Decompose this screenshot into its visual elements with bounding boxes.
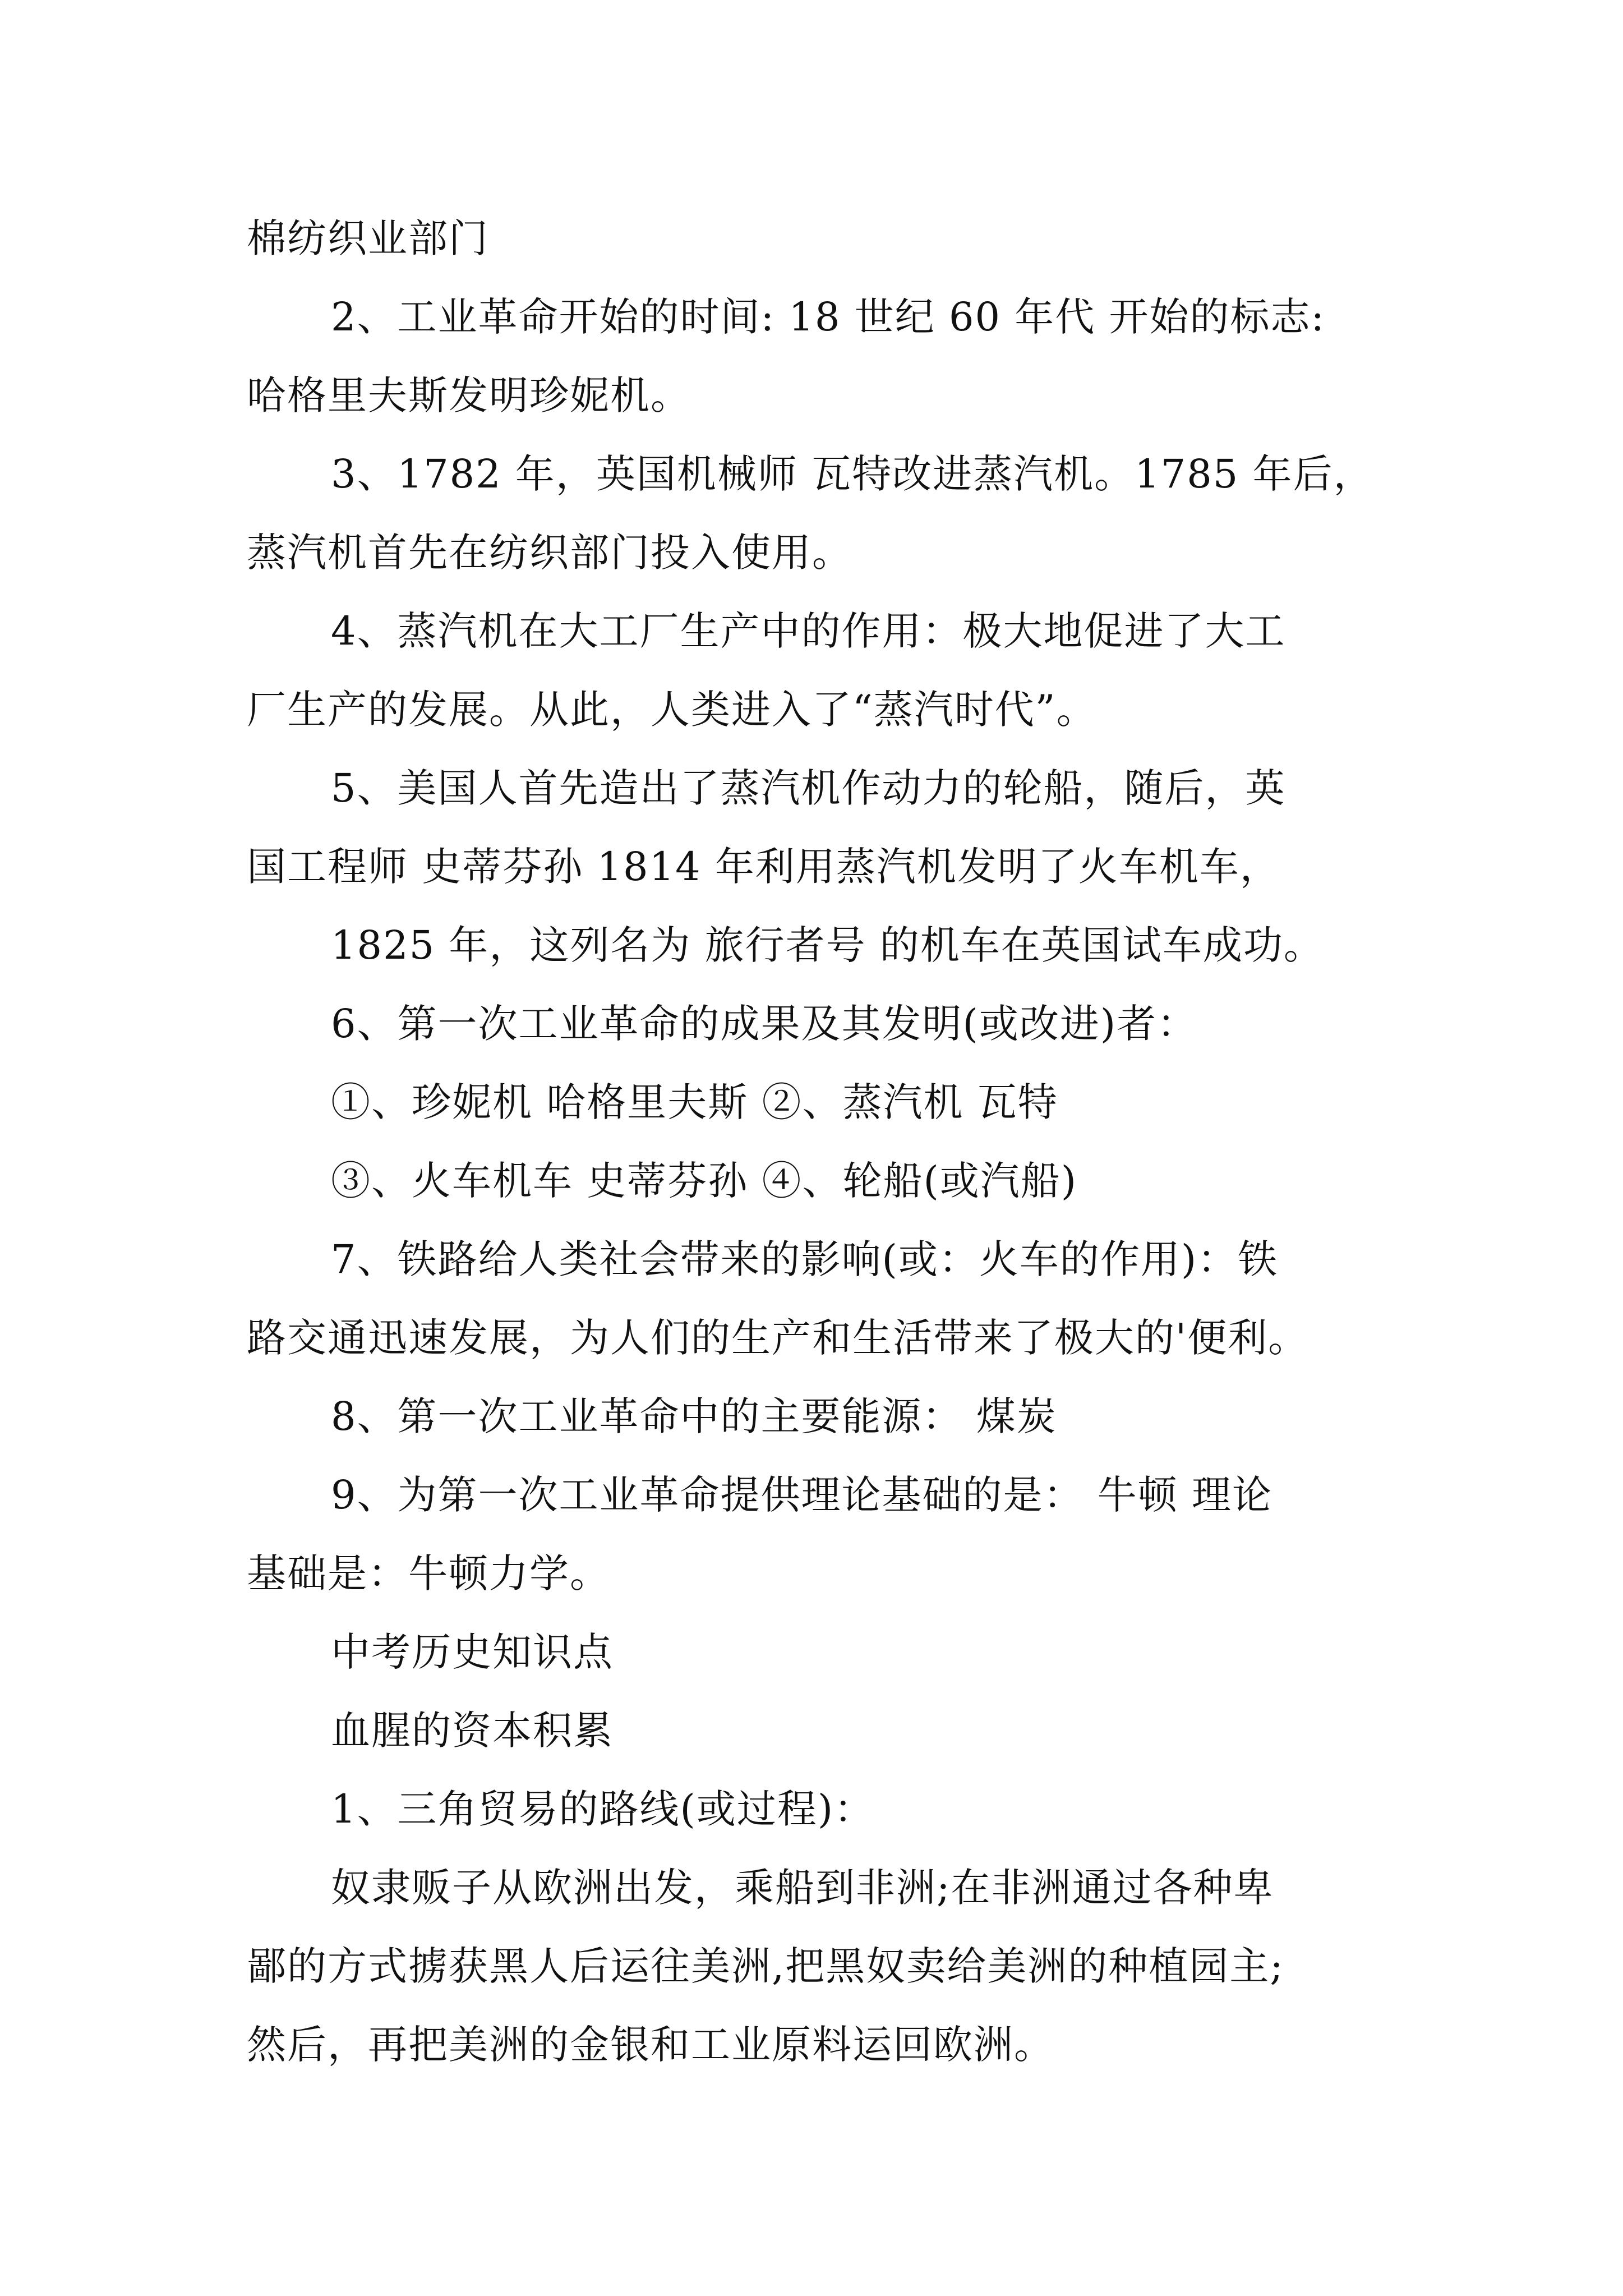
text-line: 6、第一次工业革命的成果及其发明(或改进)者：	[331, 1001, 1198, 1047]
text-line: 国工程师 史蒂芬孙 1814 年利用蒸汽机发明了火车机车，	[247, 844, 1280, 890]
text-line: 7、铁路给人类社会带来的影响(或：火车的作用)：铁	[331, 1236, 1279, 1282]
text-line: 1、三角贸易的路线(或过程)：	[331, 1786, 875, 1832]
text-line: 然后，再把美洲的金银和工业原料运回欧洲。	[247, 2022, 1054, 2068]
text-line: 3、1782 年，英国机械师 瓦特改进蒸汽机。1785 年后，	[331, 451, 1374, 497]
section-heading: 中考历史知识点	[331, 1629, 614, 1675]
text-line: 基础是：牛顿力学。	[247, 1550, 610, 1596]
text-line: 4、蒸汽机在大工厂生产中的作用：极大地促进了大工	[331, 608, 1286, 654]
text-line: 鄙的方式掳获黑人后运往美洲,把黑奴卖给美洲的种植园主;	[247, 1943, 1284, 1989]
text-line: 2、工业革命开始的时间: 18 世纪 60 年代 开始的标志:	[331, 294, 1326, 340]
text-line: 9、为第一次工业革命提供理论基础的是： 牛顿 理论	[331, 1472, 1273, 1518]
text-line: 棉纺织业部门	[247, 215, 489, 261]
text-line: 奴隶贩子从欧洲出发，乘船到非洲;在非洲通过各种卑	[331, 1865, 1274, 1911]
text-line: 厂生产的发展。从此，人类进入了“蒸汽时代”。	[247, 687, 1097, 733]
text-line: 5、美国人首先造出了蒸汽机作动力的轮船，随后，英	[331, 765, 1286, 811]
text-line: ①、珍妮机 哈格里夫斯 ②、蒸汽机 瓦特	[331, 1079, 1058, 1125]
text-line: 哈格里夫斯发明珍妮机。	[247, 372, 691, 418]
text-line: ③、火车机车 史蒂芬孙 ④、轮船(或汽船)	[331, 1158, 1078, 1204]
text-line: 1825 年，这列名为 旅行者号 的机车在英国试车成功。	[331, 922, 1324, 968]
text-line: 蒸汽机首先在纺织部门投入使用。	[247, 530, 852, 576]
section-heading: 血腥的资本积累	[331, 1708, 614, 1754]
text-line: 8、第一次工业革命中的主要能源： 煤炭	[331, 1393, 1057, 1439]
text-line: 路交通迅速发展，为人们的生产和生活带来了极大的'便利。	[247, 1315, 1309, 1361]
